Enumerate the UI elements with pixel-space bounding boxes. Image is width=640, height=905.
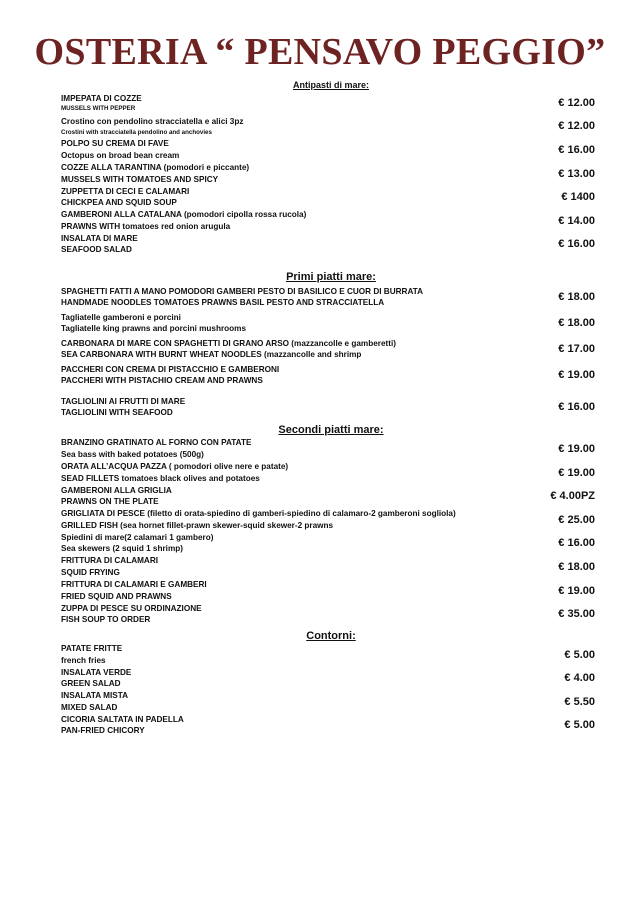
item-description: PACCHERI WITH PISTACHIO CREAM AND PRAWNS [61,376,263,386]
item-description: Tagliatelle king prawns and porcini mushrooms [61,324,247,334]
item-price: € 16.00 [558,537,595,550]
item-description: MIXED SALAD [61,702,118,712]
item-price: € 18.00 [558,560,595,573]
item-description: GRILLED FISH (sea hornet fillet-prawn skewer-squid skewer-2 prawns [61,520,334,530]
item-price: € 18.00 [558,291,595,304]
menu-item [61,185,601,209]
item-name: FRITTURA DI CALAMARI [61,556,159,566]
item-name: BRANZINO GRATINATO AL FORNO CON PATATE [61,438,252,448]
item-price: € 4.00PZ [550,490,595,503]
item-price: € 13.00 [558,167,595,180]
item-description: FRIED SQUID AND PRAWNS [61,591,172,601]
item-name: INSALATA MISTA [61,691,129,701]
item-price: € 18.00 [558,317,595,330]
section-contorni [61,629,601,737]
item-name: Spiedini di mare(2 calamari 1 gambero) [61,532,214,542]
menu-item [61,643,601,667]
item-price: € 4.00 [564,672,595,685]
item-description: FISH SOUP TO ORDER [61,615,151,625]
menu-item [61,336,601,362]
item-name: PATATE FRITTE [61,644,123,654]
item-name: INSALATA DI MARE [61,233,138,243]
item-price: € 16.00 [558,238,595,251]
menu-item [61,667,601,691]
item-price: € 12.00 [558,120,595,133]
item-price: € 5.00 [564,719,595,732]
item-name: TAGLIOLINI AI FRUTTI DI MARE [61,396,186,406]
menu-item [61,508,601,532]
item-description: Sea skewers (2 squid 1 shrimp) [61,544,183,554]
item-price: € 14.00 [558,214,595,227]
item-description: PAN-FRIED CHICORY [61,726,145,736]
item-price: € 16.00 [558,143,595,156]
menu-item [61,690,601,714]
item-price: € 17.00 [558,343,595,356]
item-name: Crostino con pendolino stracciatella e alici 3pz [61,117,244,127]
item-description: Crostini with stracciatella pendolino and anchovies [61,128,212,136]
item-name: POLPO SU CREMA DI FAVE [61,139,169,149]
item-description: PRAWNS WITH tomatoes red onion arugula [61,221,231,231]
menu-item [61,461,601,485]
item-description: MUSSELS WITH TOMATOES AND SPICY [61,174,219,184]
menu-item [61,91,601,115]
item-description: Sea bass with baked potatoes (500g) [61,449,204,459]
menu-item [61,284,601,310]
section-heading: Primi piatti mare: [286,271,376,284]
item-name: ZUPPETTA DI CECI E CALAMARI [61,186,190,196]
menu-item [61,362,601,388]
menu-item [61,310,601,336]
menu-item [61,484,601,508]
section-primi [61,270,601,420]
item-name: INSALATA VERDE [61,667,132,677]
item-name: PACCHERI CON CREMA DI PISTACCHIO E GAMBERONI [61,364,280,374]
menu-item [61,714,601,738]
item-description: SQUID FRYING [61,567,120,577]
item-name: COZZE ALLA TARANTINA (pomodori e piccante) [61,163,250,173]
menu-item [61,532,601,556]
menu-item [61,115,601,139]
item-name: GAMBERONI ALLA GRIGLIA [61,485,172,495]
menu-item [61,555,601,579]
item-description: SEA CARBONARA WITH BURNT WHEAT NOODLES (mazzancolle and shrimp [61,350,362,360]
item-description: HANDMADE NOODLES TOMATOES PRAWNS BASIL PESTO AND STRACCIATELLA [61,298,385,308]
item-name: SPAGHETTI FATTI A MANO POMODORI GAMBERI PESTO DI BASILICO E CUOR DI BURRATA [61,286,424,296]
section-antipasti [61,79,601,256]
item-price: € 16.00 [558,401,595,414]
menu-item [61,602,601,626]
item-name: IMPEPATA DI COZZE [61,93,142,103]
item-name: FRITTURA DI CALAMARI E GAMBERI [61,580,207,590]
menu [61,79,601,737]
menu-item [61,233,601,257]
menu-item [61,162,601,186]
item-description: PRAWNS ON THE PLATE [61,497,159,507]
item-name: Tagliatelle gamberoni e porcini [61,312,181,322]
menu-item [61,394,601,420]
item-name: ZUPPA DI PESCE SU ORDINAZIONE [61,603,202,613]
item-description: french fries [61,655,106,665]
item-price: € 1400 [561,191,595,204]
item-price: € 5.50 [564,695,595,708]
item-description: CHICKPEA AND SQUID SOUP [61,198,177,208]
menu-item [61,437,601,461]
item-price: € 25.00 [558,513,595,526]
item-description: GREEN SALAD [61,679,121,689]
item-description: MUSSELS WITH PEPPER [61,105,136,113]
item-price: € 12.00 [558,96,595,109]
section-heading: Contorni: [306,629,356,642]
section-heading: Secondi piatti mare: [278,424,384,437]
item-name: ORATA ALL’ACQUA PAZZA ( pomodori olive nere e patate) [61,462,289,472]
restaurant-title: OSTERIA “ PENSAVO PEGGIO” [34,31,606,73]
item-price: € 19.00 [558,584,595,597]
item-price: € 19.00 [558,442,595,455]
item-name: GAMBERONI ALLA CATALANA (pomodori cipolla rossa rucola) [61,210,307,220]
menu-item [61,209,601,233]
menu-item [61,138,601,162]
item-price: € 35.00 [558,608,595,621]
item-price: € 19.00 [558,466,595,479]
item-price: € 5.00 [564,648,595,661]
section-heading: Antipasti di mare: [292,80,369,90]
item-name: CICORIA SALTATA IN PADELLA [61,714,184,724]
item-description: Octopus on broad bean cream [61,150,180,160]
item-description: SEAFOOD SALAD [61,245,132,255]
item-name: CARBONARA DI MARE CON SPAGHETTI DI GRANO ARSO (mazzancolle e gamberetti) [61,338,396,348]
item-description: SEAD FILLETS tomatoes black olives and potatoes [61,473,260,483]
menu-item [61,579,601,603]
section-secondi [61,423,601,626]
item-name: GRIGLIATA DI PESCE (filetto di orata-spiedino di gamberi-spiedino di calamaro-2 gamberoni sogliola) [61,509,456,519]
item-price: € 19.00 [558,369,595,382]
item-description: TAGLIOLINI WITH SEAFOOD [61,408,173,418]
